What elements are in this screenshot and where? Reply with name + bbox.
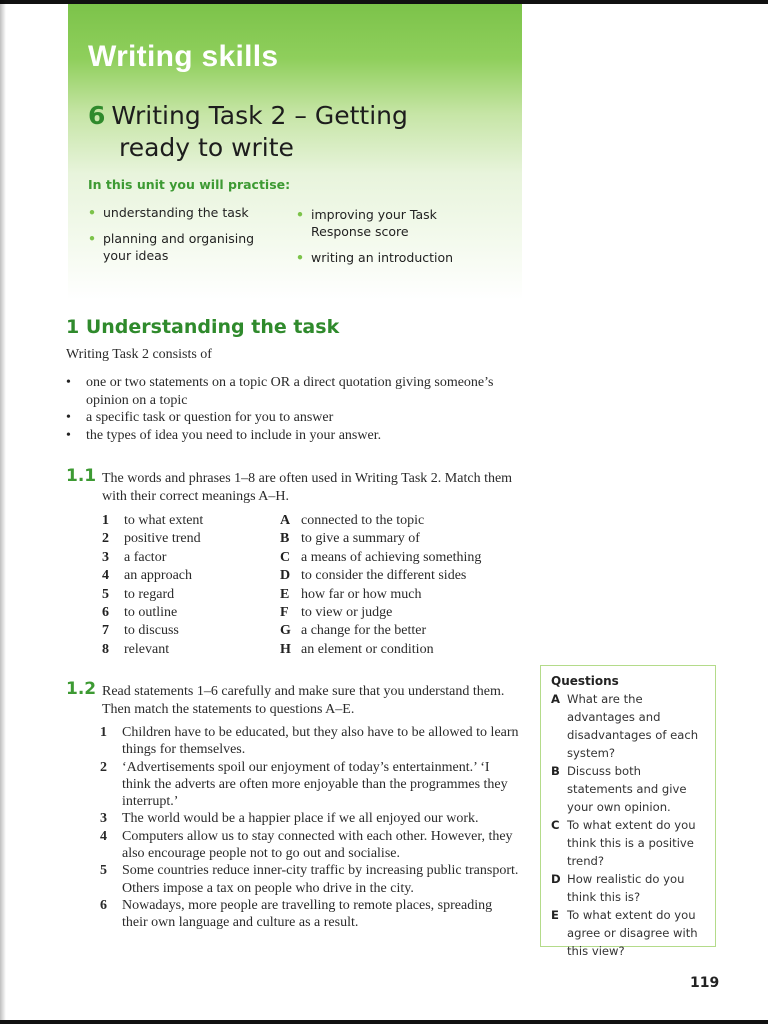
practise-heading: In this unit you will practise: [88,177,291,192]
statement-text: Nowadays, more people are travelling to remote places, spreading their own language and culture as a result. [122,897,493,931]
term-number: 3 [102,549,109,565]
page-left-shadow [0,0,6,1024]
statements-list [100,724,520,932]
statement-number: 4 [100,828,107,844]
question-text: To what extent do you think this is a positive trend? [567,818,696,868]
term-text: a factor [124,549,167,565]
match-meaning-row [280,641,481,659]
match-meaning-row [280,549,481,567]
unit-title-line2: ready to write [119,133,294,162]
unit-title [88,100,508,164]
meaning-text: a change for the better [301,623,427,639]
question-text: What are the advantages and disadvantages of each system? [567,692,699,760]
question-item [551,816,707,870]
question-letter: B [551,764,560,778]
page-number: 119 [690,975,720,991]
meaning-text: connected to the topic [301,513,425,528]
practise-item: • planning and organising your ideas [88,230,273,264]
intro-bullet: • one or two statements on a topic OR a direct quotation giving someone’s opinion on a topic [66,374,496,409]
meaning-text: to consider the different sides [301,568,467,584]
match-meanings-list [280,512,481,659]
match-meaning-row [280,586,481,604]
statement-text: Children have to be educated, but they also have to be allowed to learn things for themselves. [122,725,519,758]
match-terms-list [102,512,203,659]
statement-number: 1 [100,725,107,740]
practise-list-left [88,204,288,264]
term-text: positive trend [124,531,201,547]
unit-label: Writing skills [88,40,279,73]
statement-number: 5 [100,863,107,879]
term-number: 2 [102,531,109,547]
unit-number: 6 [88,101,106,130]
statement-item [100,828,520,863]
meaning-letter: G [280,623,291,639]
meaning-letter: A [280,513,291,528]
question-item [551,906,707,960]
statement-item [100,759,520,811]
match-term-row [102,604,203,622]
question-text: How realistic do you think this is? [567,872,685,904]
meaning-letter: C [280,549,291,565]
question-item [551,870,707,906]
questions-box [540,665,716,958]
term-text: to regard [124,586,175,602]
practise-item: • understanding the task [88,204,288,221]
match-term-row [102,567,203,585]
meaning-text: to give a summary of [301,531,420,547]
match-term-row [102,641,203,659]
practise-list-right [296,206,516,266]
statement-item [100,862,520,897]
question-item [551,762,707,816]
term-text: to what extent [124,513,204,528]
practise-item: • writing an introduction [296,249,516,266]
task-number-1-1: 1.1 [66,466,97,486]
meaning-letter: E [280,586,290,602]
task-instruction-1-1: The words and phrases 1–8 are often used in Writing Task 2. Match them with their correct meanings A–H. [102,471,513,504]
match-term-row [102,512,203,530]
match-term-row [102,530,203,548]
meaning-text: to view or judge [301,604,393,620]
section-heading: 1 Understanding the task [66,316,340,338]
question-text: To what extent do you agree or disagree with this view? [567,908,698,958]
questions-heading: Questions [551,674,619,688]
meaning-text: a means of achieving something [301,549,482,565]
meaning-text: an element or condition [301,641,434,657]
statement-item [100,724,520,759]
statement-number: 3 [100,811,107,827]
match-meaning-row [280,567,481,585]
statement-item [100,897,520,932]
intro-bullet: • a specific task or question for you to answer [66,409,506,427]
statement-number: 2 [100,759,107,775]
statement-text: Some countries reduce inner-city traffic by increasing public transport. Others impose a tax on people who drive in the city. [122,863,519,896]
term-text: an approach [124,568,193,584]
intro-bullet: • the types of idea you need to include in your answer. [66,427,506,445]
term-text: to outline [124,604,178,620]
statement-text: ‘Advertisements spoil our enjoyment of today’s entertainment.’ ‘I think the adverts are often more enjoyable than the programmes they interrupt.’ [122,759,508,810]
match-term-row [102,549,203,567]
statement-text: Computers allow us to stay connected with each other. However, they also encourage people not to go out and socialise. [122,828,513,862]
match-meaning-row [280,530,481,548]
section-intro: Writing Task 2 consists of [66,347,212,362]
term-text: relevant [124,641,170,657]
meaning-letter: F [280,604,289,620]
meaning-letter: H [280,641,291,657]
term-number: 5 [102,586,109,602]
match-term-row [102,622,203,640]
page-bottom-edge [0,1020,768,1024]
term-number: 6 [102,604,109,620]
statement-item [100,810,520,827]
question-letter: D [551,872,561,886]
task-instruction-1-2: Read statements 1–6 carefully and make sure that you understand them. Then match the statements to questions A–E. [102,684,505,717]
match-term-row [102,586,203,604]
term-number: 4 [102,568,109,584]
unit-title-line1: Writing Task 2 – Getting [111,101,408,130]
task-number-1-2: 1.2 [66,679,97,699]
meaning-letter: B [280,531,290,547]
term-number: 7 [102,623,109,639]
question-item [551,690,707,762]
meaning-letter: D [280,568,291,584]
statement-text: The world would be a happier place if we all enjoyed our work. [122,811,479,827]
statement-number: 6 [100,897,107,913]
question-letter: E [551,908,559,922]
term-number: 8 [102,641,109,657]
practise-item: • improving your Task Response score [296,206,451,240]
question-text: Discuss both statements and give your own opinion. [567,764,687,814]
match-meaning-row [280,622,481,640]
match-meaning-row [280,604,481,622]
question-letter: C [551,818,560,832]
intro-bullet-list [66,374,506,444]
term-text: to discuss [124,623,179,639]
term-number: 1 [102,513,109,528]
match-meaning-row [280,512,481,530]
question-letter: A [551,692,560,706]
meaning-text: how far or how much [301,586,422,602]
